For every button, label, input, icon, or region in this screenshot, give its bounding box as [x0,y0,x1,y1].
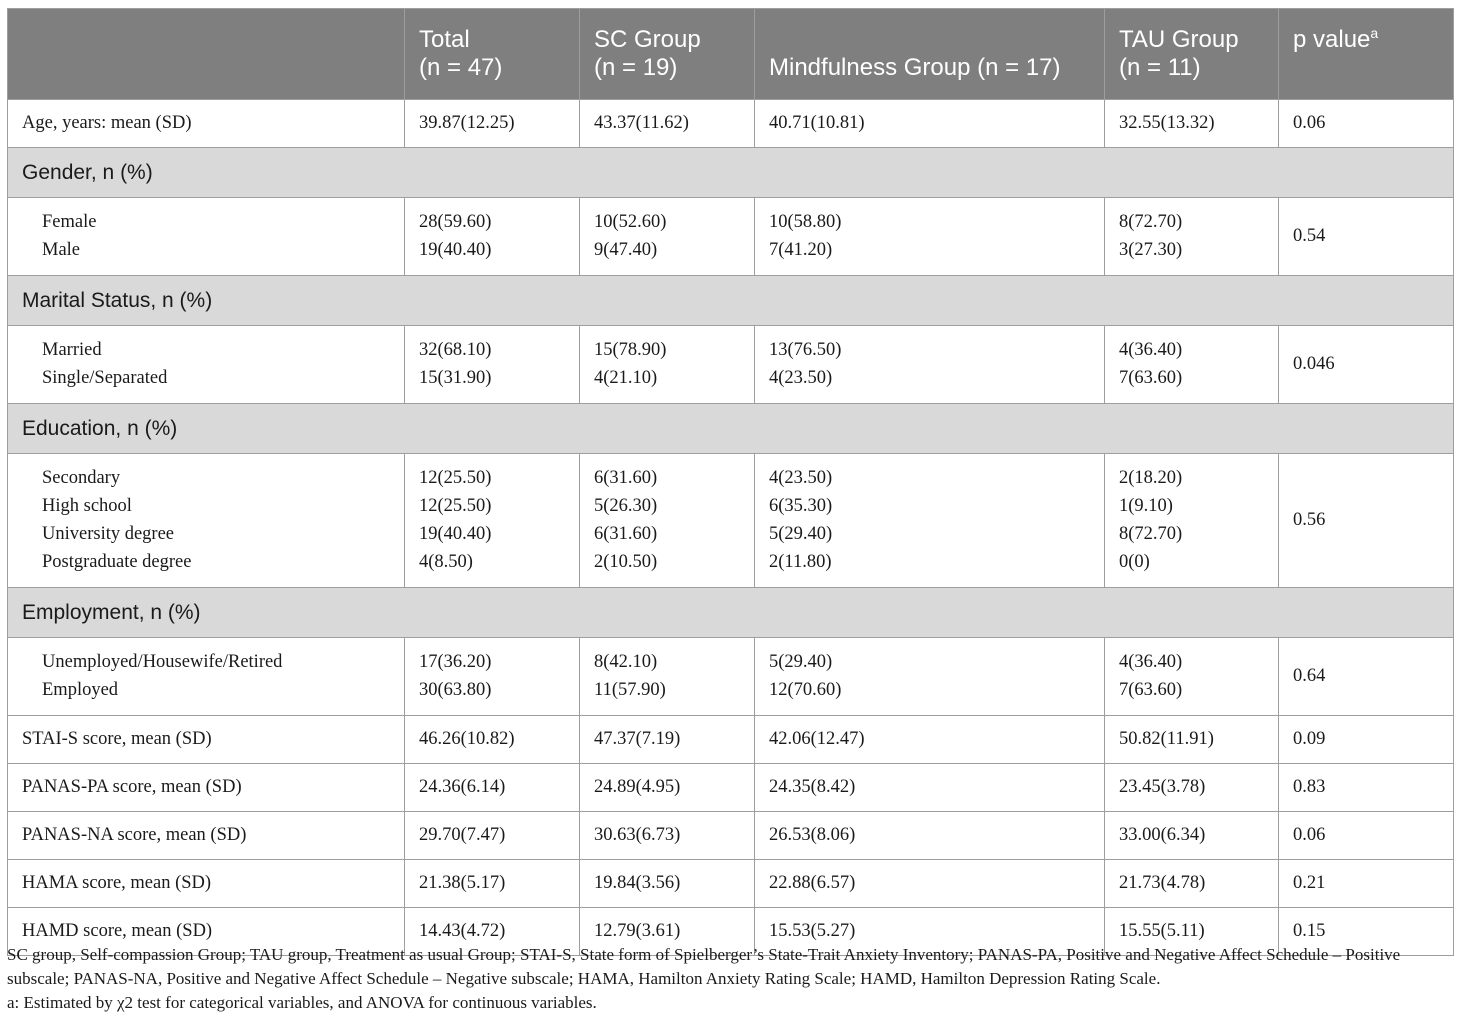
employment-total-unemployed: 17(36.20) [419,652,492,672]
marital-total-married: 32(68.10) [419,340,492,360]
marital-section [8,276,1454,326]
age-total: 39.87(12.25) [405,100,580,148]
marital-mind-single: 4(23.50) [769,368,833,388]
gender-total-female: 28(59.60) [419,212,492,232]
education-sc-secondary: 6(31.60) [594,468,658,488]
employment-tau-employed: 7(63.60) [1119,680,1183,700]
hamd-total: 14.43(4.72) [405,908,580,956]
education-label-highschool: High school [42,496,132,516]
header-tau-group [1105,9,1279,100]
hama-tau: 21.73(4.78) [1105,860,1279,908]
education-tau-university: 8(72.70) [1119,524,1183,544]
education-mind-highschool: 6(35.30) [769,496,833,516]
gender-p: 0.54 [1279,198,1454,276]
hamd-p: 0.15 [1279,908,1454,956]
hama-p: 0.21 [1279,860,1454,908]
header-sc-group [580,9,755,100]
hamd-mind: 15.53(5.27) [755,908,1105,956]
header-sc-label: SC Group [594,26,701,53]
panas-na-mind: 26.53(8.06) [755,812,1105,860]
header-p-sup: a [1370,25,1379,41]
gender-mind-female: 10(58.80) [769,212,842,232]
footnote-abbreviations: SC group, Self-compassion Group; TAU group, Treatment as usual Group; STAI-S, State form of Spielberger’s State-Trait Anxiety Inventory; PANAS-PA, Positive and Negative Affect Schedule – Positive subscale; PANAS-NA, Positive and Negative Affect Schedule – Negative subscale; HAMA, Hamilton Anxiety Rating Scale; HAMD, Hamilton Depression Rating Scale. [7,945,1401,988]
panas-na-tau: 33.00(6.34) [1105,812,1279,860]
hama-row [8,860,1454,908]
education-tau-highschool: 1(9.10) [1119,496,1173,516]
header-total-n: (n = 47) [419,54,503,81]
education-p: 0.56 [1279,454,1454,588]
marital-label-single: Single/Separated [42,368,168,388]
stai-s-p: 0.09 [1279,716,1454,764]
employment-p: 0.64 [1279,638,1454,716]
age-row [8,100,1454,148]
marital-title: Marital Status, n (%) [8,276,1454,326]
stai-s-tau: 50.82(11.91) [1105,716,1279,764]
education-mind-secondary: 4(23.50) [769,468,833,488]
employment-rows [8,638,1454,716]
panas-na-p: 0.06 [1279,812,1454,860]
panas-pa-total: 24.36(6.14) [405,764,580,812]
header-total [405,9,580,100]
panas-pa-mind: 24.35(8.42) [755,764,1105,812]
stai-s-mind: 42.06(12.47) [755,716,1105,764]
employment-total-employed: 30(63.80) [419,680,492,700]
hamd-label: HAMD score, mean (SD) [8,908,405,956]
gender-total-male: 19(40.40) [419,240,492,260]
education-mind-university: 5(29.40) [769,524,833,544]
stai-s-sc: 47.37(7.19) [580,716,755,764]
marital-tau-married: 4(36.40) [1119,340,1183,360]
hama-total: 21.38(5.17) [405,860,580,908]
education-sc-highschool: 5(26.30) [594,496,658,516]
employment-tau-unemployed: 4(36.40) [1119,652,1183,672]
age-mind: 40.71(10.81) [755,100,1105,148]
marital-mind-married: 13(76.50) [769,340,842,360]
hamd-tau: 15.55(5.11) [1105,908,1279,956]
header-mindfulness-group [755,9,1105,100]
stai-s-total: 46.26(10.82) [405,716,580,764]
employment-section [8,588,1454,638]
employment-sc-unemployed: 8(42.10) [594,652,658,672]
footnote-a: a: Estimated by χ2 test for categorical variables, and ANOVA for continuous variables. [7,993,597,1012]
education-label-postgraduate: Postgraduate degree [42,552,192,572]
employment-mind-unemployed: 5(29.40) [769,652,833,672]
hama-mind: 22.88(6.57) [755,860,1105,908]
header-row [8,9,1454,100]
employment-mind-employed: 12(70.60) [769,680,842,700]
hama-label: HAMA score, mean (SD) [8,860,405,908]
education-total-highschool: 12(25.50) [419,496,492,516]
marital-label-married: Married [42,340,102,360]
header-sc-n: (n = 19) [594,54,678,81]
header-total-label: Total [419,26,470,53]
education-section [8,404,1454,454]
panas-na-total: 29.70(7.47) [405,812,580,860]
hama-sc: 19.84(3.56) [580,860,755,908]
header-p-label: p value [1293,26,1371,53]
panas-na-label: PANAS-NA score, mean (SD) [8,812,405,860]
panas-na-row [8,812,1454,860]
stai-s-label: STAI-S score, mean (SD) [8,716,405,764]
gender-sc-female: 10(52.60) [594,212,667,232]
header-tau-label: TAU Group [1119,26,1239,53]
panas-na-sc: 30.63(6.73) [580,812,755,860]
header-mind-label: Mindfulness Group (n = 17) [769,54,1061,81]
gender-title: Gender, n (%) [8,148,1454,198]
marital-rows [8,326,1454,404]
panas-pa-sc: 24.89(4.95) [580,764,755,812]
hamd-sc: 12.79(3.61) [580,908,755,956]
gender-label-female: Female [42,212,97,232]
gender-tau-male: 3(27.30) [1119,240,1183,260]
header-empty [8,9,405,100]
marital-sc-single: 4(21.10) [594,368,658,388]
gender-mind-male: 7(41.20) [769,240,833,260]
employment-sc-employed: 11(57.90) [594,680,666,700]
education-total-university: 19(40.40) [419,524,492,544]
header-p-value [1279,9,1454,100]
gender-tau-female: 8(72.70) [1119,212,1183,232]
education-label-university: University degree [42,524,175,544]
age-label: Age, years: mean (SD) [8,100,405,148]
demographics-table [7,8,1454,956]
header-tau-n: (n = 11) [1119,54,1201,81]
marital-sc-married: 15(78.90) [594,340,667,360]
education-label-secondary: Secondary [42,468,121,488]
marital-tau-single: 7(63.60) [1119,368,1183,388]
panas-pa-row [8,764,1454,812]
education-mind-postgraduate: 2(11.80) [769,552,832,572]
marital-total-single: 15(31.90) [419,368,492,388]
education-total-secondary: 12(25.50) [419,468,492,488]
age-tau: 32.55(13.32) [1105,100,1279,148]
education-sc-university: 6(31.60) [594,524,658,544]
age-p: 0.06 [1279,100,1454,148]
employment-title: Employment, n (%) [8,588,1454,638]
gender-section [8,148,1454,198]
panas-pa-p: 0.83 [1279,764,1454,812]
table-footnote [7,943,1457,1015]
education-total-postgraduate: 4(8.50) [419,552,473,572]
gender-label-male: Male [42,240,81,260]
employment-label-unemployed: Unemployed/Housewife/Retired [42,652,283,672]
panas-pa-tau: 23.45(3.78) [1105,764,1279,812]
education-tau-postgraduate: 0(0) [1119,552,1150,572]
marital-p: 0.046 [1279,326,1454,404]
gender-sc-male: 9(47.40) [594,240,658,260]
gender-rows [8,198,1454,276]
education-rows [8,454,1454,588]
panas-pa-label: PANAS-PA score, mean (SD) [8,764,405,812]
employment-label-employed: Employed [42,680,119,700]
education-sc-postgraduate: 2(10.50) [594,552,658,572]
education-tau-secondary: 2(18.20) [1119,468,1183,488]
stai-s-row [8,716,1454,764]
education-title: Education, n (%) [8,404,1454,454]
age-sc: 43.37(11.62) [580,100,755,148]
